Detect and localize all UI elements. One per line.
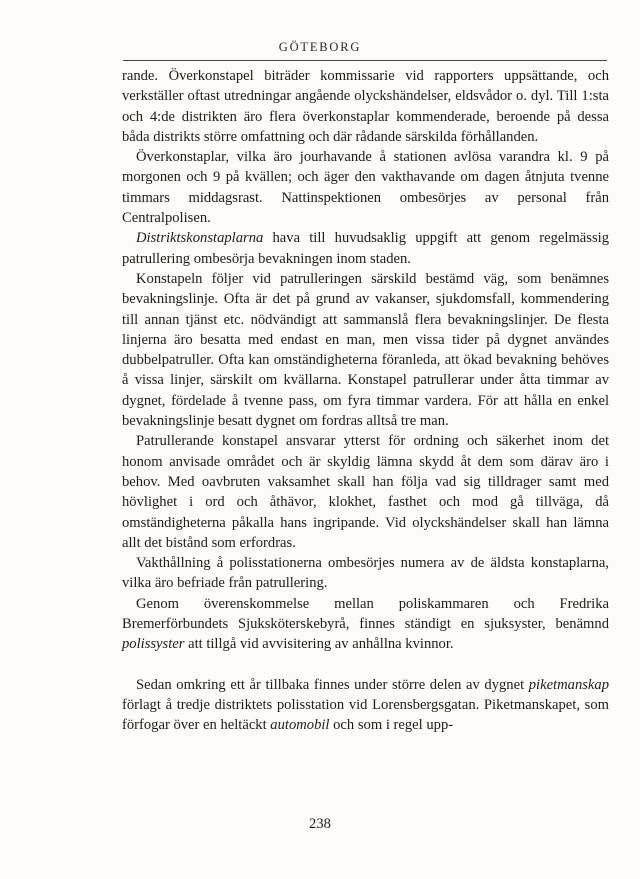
paragraph xyxy=(122,594,609,655)
paragraph xyxy=(122,228,609,269)
page-number: 238 xyxy=(309,816,331,832)
text-run: rande. Överkonstapel biträder kommissarie vid rapporters uppsättande, och verkställer oftast utredningar angående olyckshändelser, eldsvådor o. dyl. Till 1:sta och 4:de distrikten äro flera överkonstaplar kommenderade, beroende på dessa båda distrikts större omfattning och där rådande särskilda förhållanden. xyxy=(122,68,609,145)
text-run: hava till huvudsaklig uppgift att genom regelmässig patrullering ombesörja bevakningen inom staden. xyxy=(122,230,609,267)
text-run: och som i regel upp- xyxy=(329,717,454,734)
header-rule xyxy=(123,60,607,61)
text-run: att tillgå vid avvisitering av anhållna kvinnor. xyxy=(184,636,454,653)
paragraph xyxy=(122,553,609,594)
italic-term: automobil xyxy=(270,717,330,734)
paragraph xyxy=(122,147,609,228)
italic-term: piketmanskap xyxy=(528,676,609,693)
text-run: Konstapeln följer vid patrulleringen särskild bestämd väg, som benämnes bevakningslinje. Ofta är det på grund av vakanser, sjukdomsfall, kommendering till annan tjänst etc. nödvändigt att sammanslå flera bevakningslinjer. De flesta linjerna äro besatta med endast en man, men vissa tider på dygnet användes dubbelpatruller. Ofta kan omständigheterna föranleda, att ökad bevakning behöves å vissa linjer, särskilt om kvällarna. Konstapel patrullerar under åtta timmar av dygnet, fördelade å tvenne pass, om fyra timmar vardera. För att hålla en enkel bevakningslinje besatt dygnet om fordras alltså tre man. xyxy=(122,270,609,430)
text-run: Överkonstaplar, vilka äro jourhavande å stationen avlösa varandra kl. 9 på morgonen och 9 på kvällen; och äger den vakthavande om dagen åtnjuta tvenne timmars middagsrast. Nattinspektionen ombesörjes av personal från Centralpolisen. xyxy=(122,149,609,227)
text-run: Genom överenskommelse mellan poliskammaren och Fredrika Bremerförbundets Sjuksköterskebyrå, finnes ständigt en sjuksyster, benämnd xyxy=(122,595,609,633)
section-gap xyxy=(122,655,609,675)
italic-term: Distriktskonstaplarna xyxy=(136,230,264,247)
paragraph xyxy=(122,269,609,431)
italic-term: polissyster xyxy=(122,636,185,653)
text-run: Sedan omkring ett år tillbaka finnes under större delen av dygnet xyxy=(136,676,529,693)
paragraph xyxy=(122,66,609,147)
body-text xyxy=(122,66,609,736)
text-run: förlagt å tredje distriktets polisstation vid Lorensbergsgatan. Piketmanskapet, som förfogar över en heltäckt xyxy=(122,696,609,734)
running-header: GÖTEBORG xyxy=(278,40,362,54)
text-run: Vakthållning å polisstationerna ombesörjes numera av de äldsta konstaplarna, vilka äro befriade från patrullering. xyxy=(122,555,609,592)
paragraph xyxy=(122,431,609,553)
paragraph xyxy=(122,675,609,736)
text-run: Patrullerande konstapel ansvarar ytterst för ordning och säkerhet inom det honom anvisade området och är skyldig lämna skydd åt dem som därav äro i behov. Med oavbruten vaksamhet skall han följa vad sig tilldrager samt med hövlighet i ord och åthävor, klokhet, fasthet och mod gå tillväga, då omständigheterna påkalla hans ingripande. Vid olyckshändelser skall han lämna allt det bistånd som erfordras. xyxy=(122,433,609,551)
